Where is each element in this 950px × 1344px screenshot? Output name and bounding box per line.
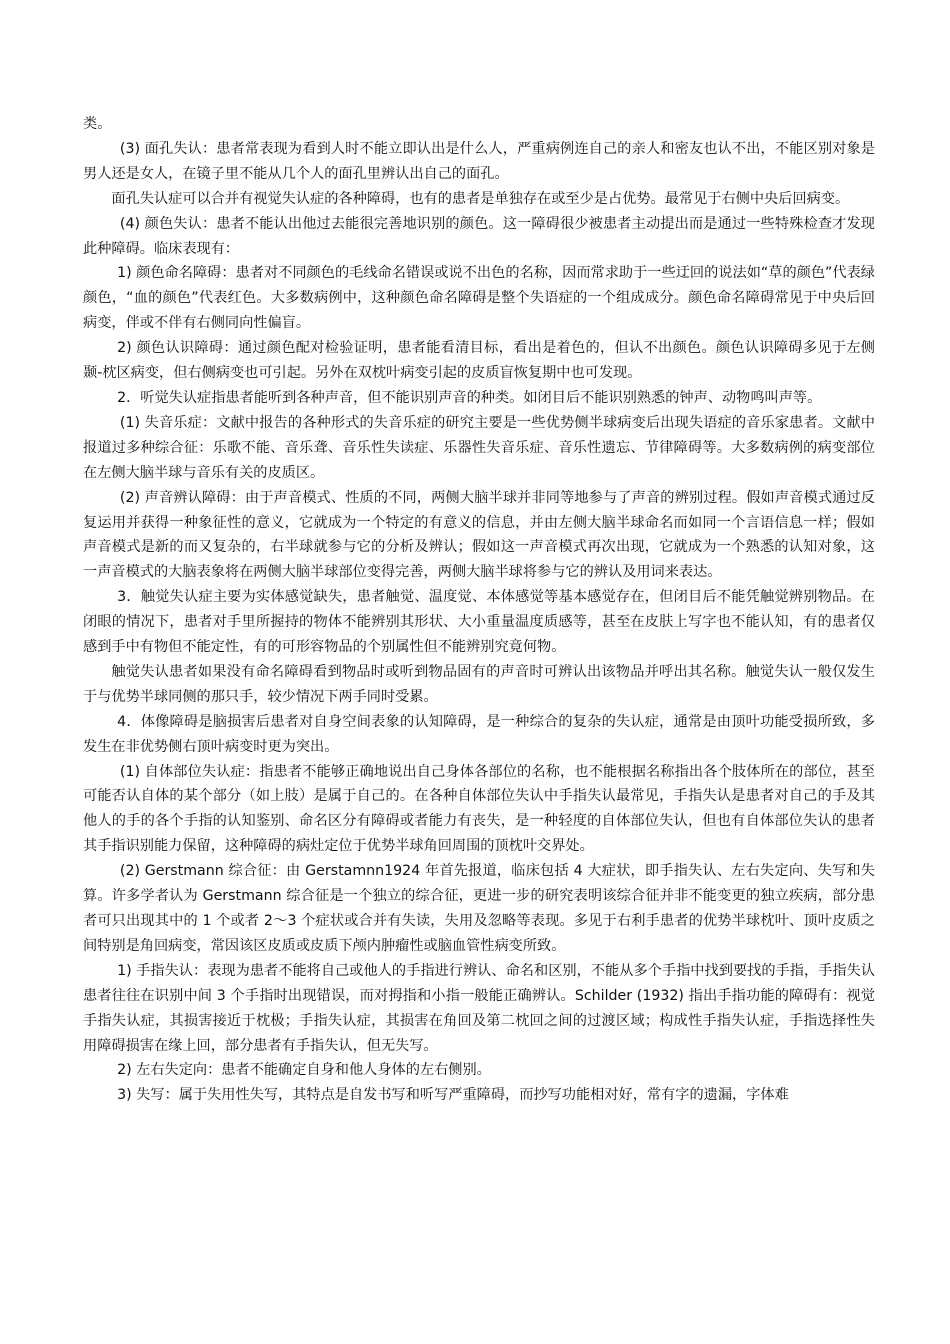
paragraph-1: 类。	[83, 116, 112, 132]
paragraph-left-right: 2) 左右失定向：患者不能确定自身和他人身体的左右侧别。	[117, 1062, 491, 1079]
paragraph-sound-recognition: (2) 声音辨认障碍：由于声音模式、性质的不同，两侧大脑半球并非同等地参与了声音的辨别过程。假如声音模式通过反复运用并获得一种象征性的意义，它就成为一个特定的有意义的信息，并由左侧大脑半球命名而如同一个言语信息一样；假如声音模式是新的而又复杂的，右半球就参与它的分析及辨认；假如这一声音模式再次出现，它就成为一个熟悉的认知对象，这一声音模式的大脑表象将在两侧大脑半球部位变得完善，两侧大脑半球将参与它的辨认及用词来表达。	[83, 489, 875, 581]
paragraph-color-recognition: 2) 颜色认识障碍：通过颜色配对检验证明，患者能看清目标，看出是着色的，但认不出颜色。颜色认识障碍多见于左侧颞-枕区病变，但右侧病变也可引起。另外在双枕叶病变引起的皮质盲恢复期中也可发现。	[83, 340, 875, 382]
paragraph-body-image: 4．体像障碍是脑损害后患者对自身空间表象的认知障碍，是一种综合的复杂的失认症，通常是由顶叶功能受损所致，多发生在非优势侧右顶叶病变时更为突出。	[83, 713, 875, 755]
paragraph-tactile-note: 触觉失认患者如果没有命名障碍看到物品时或听到物品固有的声音时可辨认出该物品并呼出其名称。触觉失认一般仅发生于与优势半球同侧的那只手，较少情况下两手同时受累。	[83, 663, 875, 705]
paragraph-color-naming: 1) 颜色命名障碍：患者对不同颜色的毛线命名错误或说不出色的名称，因而常求助于一些迂回的说法如“草的颜色”代表绿颜色，“血的颜色”代表红色。大多数病例中，这种颜色命名障碍是整个失语症的一个组成成分。颜色命名障碍常见于中央后回病变，伴或不伴有右侧同向性偏盲。	[83, 265, 875, 332]
paragraph-tactile-agnosia: 3．触觉失认症主要为实体感觉缺失，患者触觉、温度觉、本体感觉等基本感觉存在，但闭目后不能凭触觉辨别物品。在闭眼的情况下，患者对手里所握持的物体不能辨别其形状、大小重量温度质感等，甚至在皮肤上写字也不能认知，有的患者仅感到手中有物但不能定性，有的可形容物品的个别属性但不能辨别究竟何物。	[83, 589, 875, 656]
paragraph-agraphia: 3) 失写：属于失用性失写，其特点是自发书写和听写严重障碍，而抄写功能相对好，常有字的遗漏，字体难	[117, 1087, 789, 1104]
paragraph-face-agnosia: (3) 面孔失认：患者常表现为看到人时不能立即认出是什么人，严重病例连自己的亲人和密友也认不出，不能区别对象是男人还是女人，在镜子里不能从几个人的面孔里辨认出自己的面孔。	[83, 140, 875, 182]
paragraph-finger-agnosia: 1) 手指失认：表现为患者不能将自己或他人的手指进行辨认、命名和区别，不能从多个手指中找到要找的手指，手指失认患者往往在识别中间 3 个手指时出现错误，而对拇指和小指一般能正确辨认。Schilder (1932) 指出手指功能的障碍有：视觉手指失认症，其损害接近于枕极；手指失认症，其损害在角回及第二枕回之间的过渡区域；构成性手指失认症，手指选择性失用障碍损害在缘上回，部分患者有手指失认，但无失写。	[83, 962, 875, 1054]
paragraph-face-agnosia-note: 面孔失认症可以合并有视觉失认症的各种障碍，也有的患者是单独存在或至少是占优势。最常见于右侧中央后回病变。	[111, 190, 850, 207]
paragraph-autotopagnosia: (1) 自体部位失认症：指患者不能够正确地说出自己身体各部位的名称，也不能根据名称指出各个肢体所在的部位，甚至可能否认自体的某个部分（如上肢）是属于自己的。在各种自体部位失认中手指失认最常见，手指失认是患者对自己的手及其他人的手的各个手指的认知鉴别、命名区分有障碍或者能力有丧失，是一种轻度的自体部位失认，但也有自体部位失认的患者其手指识别能力保留，这种障碍的病灶定位于优势半球角回周围的顶枕叶交界处。	[83, 763, 875, 855]
paragraph-color-agnosia: (4) 颜色失认：患者不能认出他过去能很完善地识别的颜色。这一障碍很少被患者主动提出而是通过一些特殊检查才发现此种障碍。临床表现有：	[83, 215, 875, 257]
document-page	[83, 112, 875, 1108]
paragraph-gerstmann: (2) Gerstmann 综合征：由 Gerstamnn1924 年首先报道，临床包括 4 大症状，即手指失认、左右失定向、失写和失算。许多学者认为 Gerstmann 综合征是一个独立的综合征，更进一步的研究表明该综合征并非不能变更的独立疾病，部分患者可只出现其中的 1 个或者 2～3 个症状或合并有失读，失用及忽略等表现。多见于右利手患者的优势半球枕叶、顶叶皮质之间特别是角回病变，常因该区皮质或皮质下颅内肿瘤性或脑血管性病变所致。	[83, 863, 875, 954]
paragraph-amusia: (1) 失音乐症：文献中报告的各种形式的失音乐症的研究主要是一些优势侧半球病变后出现失语症的音乐家患者。文献中报道过多种综合征：乐歌不能、音乐聋、音乐性失读症、乐器性失音乐症、音乐性遗忘、节律障碍等。大多数病例的病变部位在左侧大脑半球与音乐有关的皮质区。	[83, 414, 875, 481]
paragraph-auditory-agnosia: 2．听觉失认症指患者能听到各种声音，但不能识别声音的种类。如闭目后不能识别熟悉的钟声、动物鸣叫声等。	[117, 389, 822, 406]
